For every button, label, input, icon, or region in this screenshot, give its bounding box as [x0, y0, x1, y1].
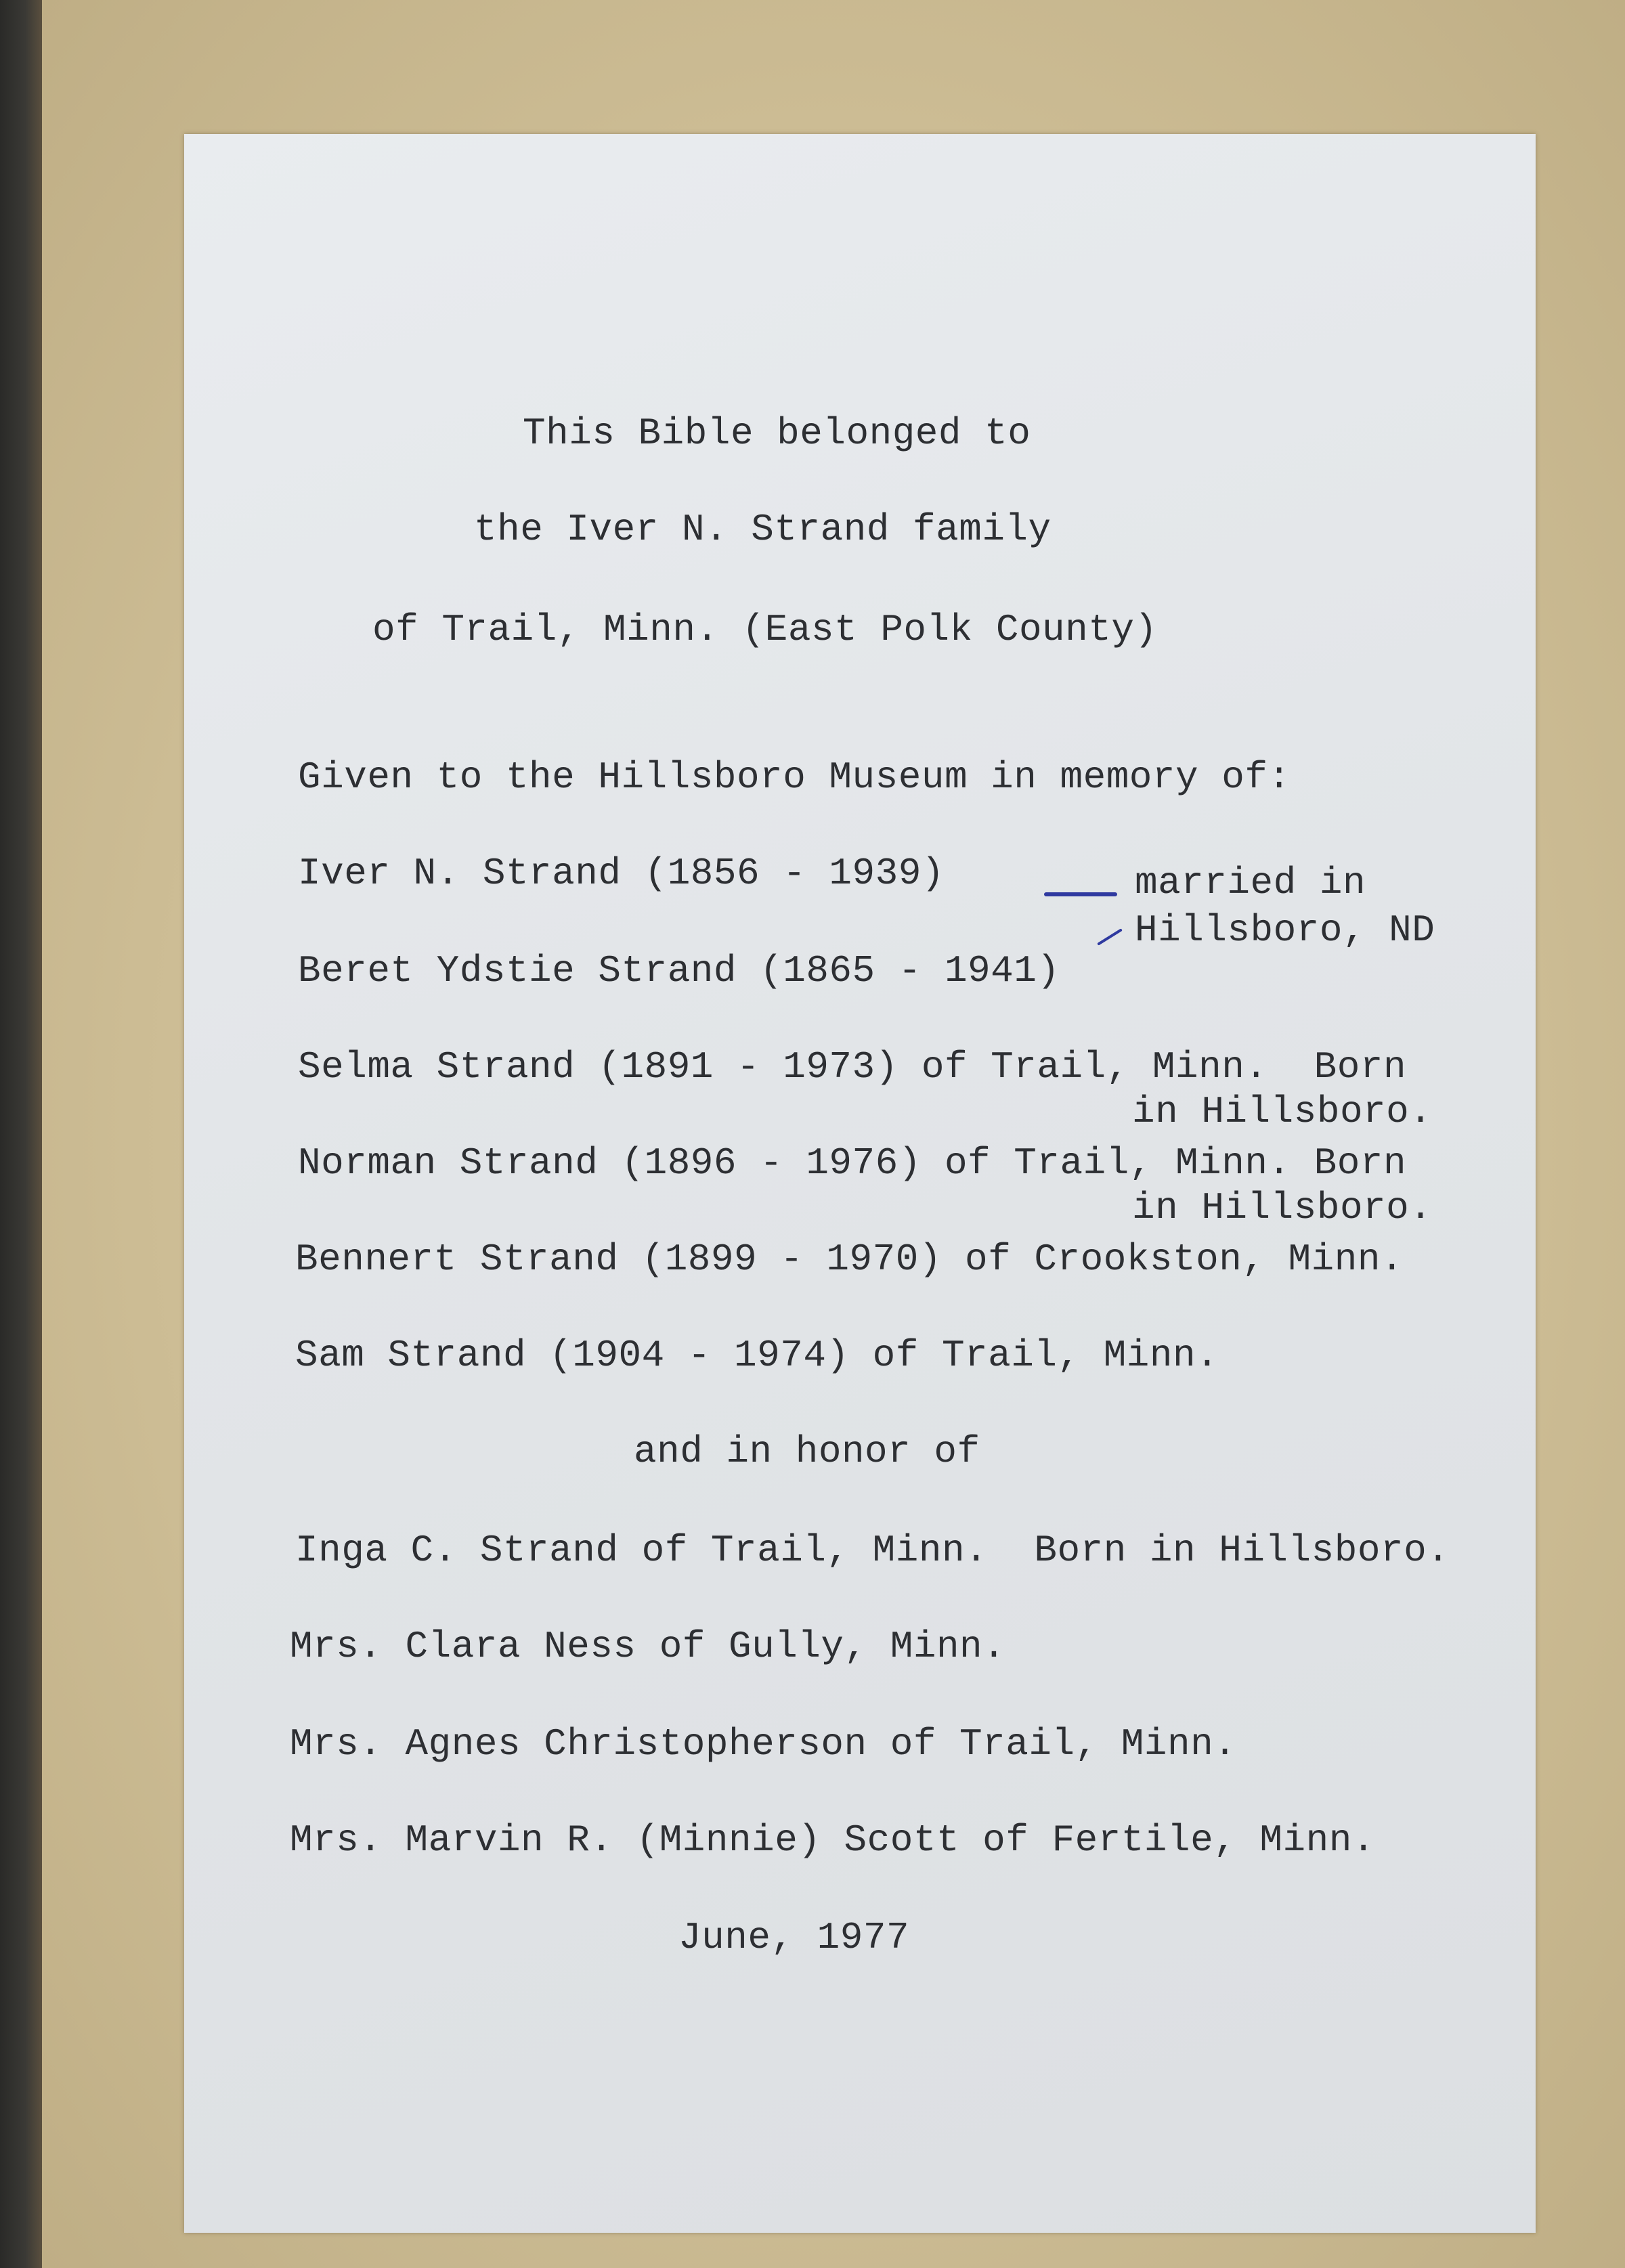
memorial-norman: Norman Strand (1896 - 1976) of Trail, Minn. Born [298, 1141, 1407, 1185]
pen-dash-mark [1044, 892, 1117, 896]
married-note-line-2: Hillsboro, ND [1135, 909, 1435, 952]
married-note-line-1: married in [1135, 861, 1366, 904]
memorial-sam: Sam Strand (1904 - 1974) of Trail, Minn. [295, 1334, 1219, 1377]
memorial-bennert: Bennert Strand (1899 - 1970) of Crookston, Minn. [295, 1238, 1404, 1281]
honoree-agnes: Mrs. Agnes Christopherson of Trail, Minn. [290, 1722, 1237, 1766]
memorial-beret: Beret Ydstie Strand (1865 - 1941) [298, 949, 1060, 993]
header-line-3: of Trail, Minn. (East Polk County) [372, 608, 1158, 651]
typed-sheet [184, 134, 1536, 2233]
pen-slash-mark [1097, 928, 1123, 946]
header-line-2: the Iver N. Strand family [474, 508, 1052, 551]
memorial-selma: Selma Strand (1891 - 1973) of Trail, Minn. Born [298, 1045, 1407, 1089]
memory-intro: Given to the Hillsboro Museum in memory of: [298, 756, 1291, 799]
selma-born-note: in Hillsboro. [1132, 1090, 1433, 1133]
honoree-minnie: Mrs. Marvin R. (Minnie) Scott of Fertile, Minn. [290, 1818, 1375, 1862]
book-binding [0, 0, 42, 2268]
honoree-clara: Mrs. Clara Ness of Gully, Minn. [290, 1625, 1006, 1668]
honor-intro: and in honor of [634, 1430, 980, 1473]
document-date: June, 1977 [678, 1916, 910, 1959]
norman-born-note: in Hillsboro. [1132, 1186, 1433, 1229]
honoree-inga: Inga C. Strand of Trail, Minn. Born in Hillsboro. [295, 1529, 1450, 1572]
header-line-1: This Bible belonged to [523, 412, 1031, 455]
memorial-iver: Iver N. Strand (1856 - 1939) [298, 852, 945, 895]
